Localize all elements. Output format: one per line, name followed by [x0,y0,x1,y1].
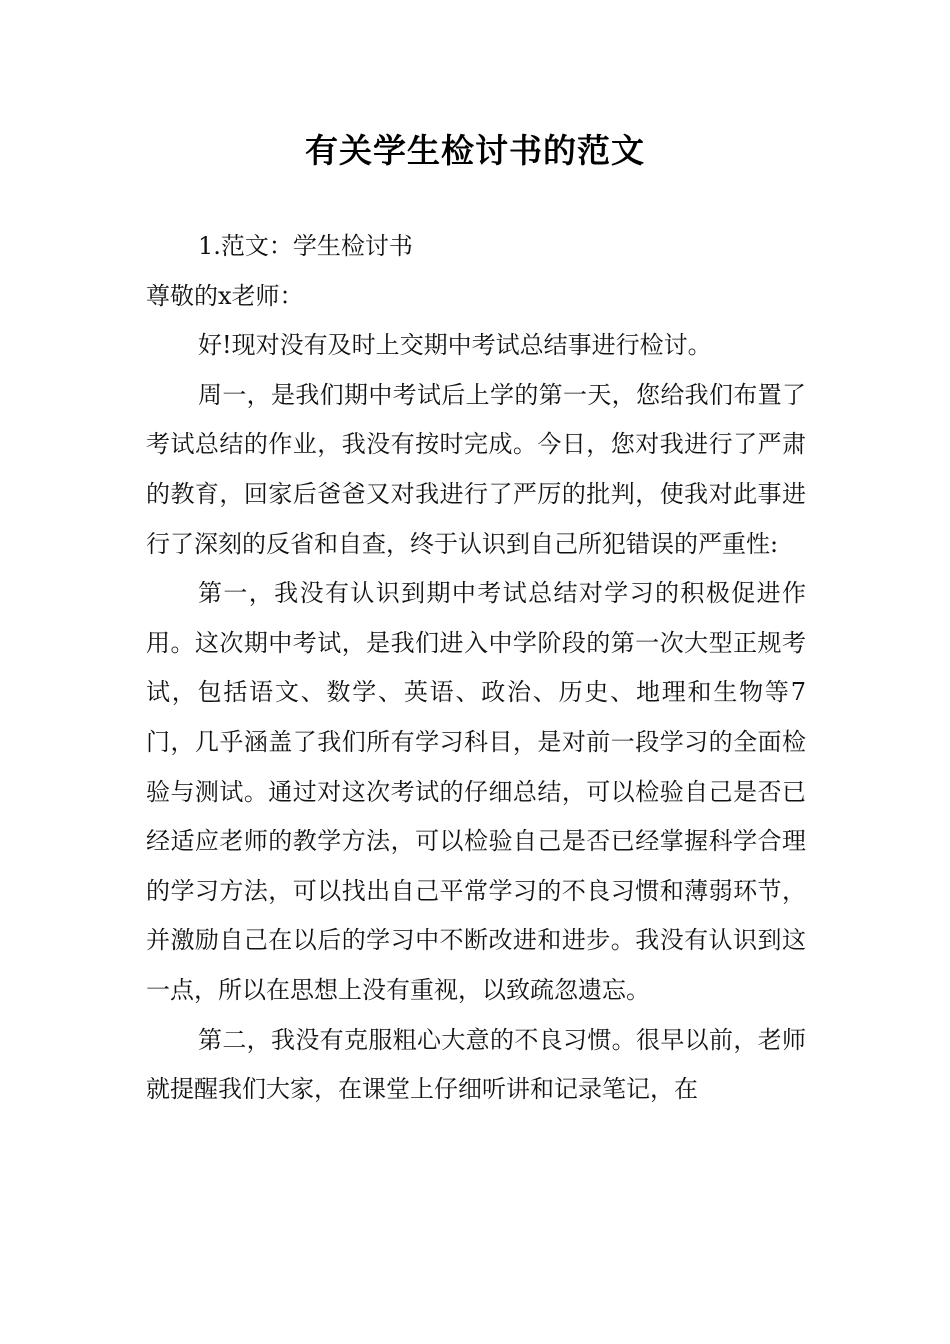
paragraph-2: 周一，是我们期中考试后上学的第一天，您给我们布置了考试总结的作业，我没有按时完成。今日，您对我进行了严肃的教育，回家后爸爸又对我进行了严厉的批判，使我对此事进行了深刻的反省和自查，终于认识到自己所犯错误的严重性: [146,380,806,558]
salutation: 尊敬的x老师： [146,281,304,310]
section-heading: 1.范文：学生检讨书 [198,232,413,260]
paragraph-1: 好!现对没有及时上交期中考试总结事进行检讨。 [198,331,712,360]
paragraph-3: 第一，我没有认识到期中考试总结对学习的积极促进作用。这次期中考试，是我们进入中学阶段的第一次大型正规考试，包括语文、数学、英语、政治、历史、地理和生物等7门，几乎涵盖了我们所有学习科目，是对前一段学习的全面检验与测试。通过对这次考试的仔细总结，可以检验自己是否已经适应老师的教学方法，可以检验自己是否已经掌握科学合理的学习方法，可以找出自己平常学习的不良习惯和薄弱环节，并激励自己在以后的学习中不断改进和进步。我没有认识到这一点，所以在思想上没有重视，以致疏忽遗忘。 [146,579,806,1004]
document-body [146,222,806,1115]
paragraph-4: 第二，我没有克服粗心大意的不良习惯。很早以前，老师就提醒我们大家，在课堂上仔细听讲和记录笔记，在 [146,1025,806,1104]
document-title: 有关学生检讨书的范文 [305,131,645,170]
